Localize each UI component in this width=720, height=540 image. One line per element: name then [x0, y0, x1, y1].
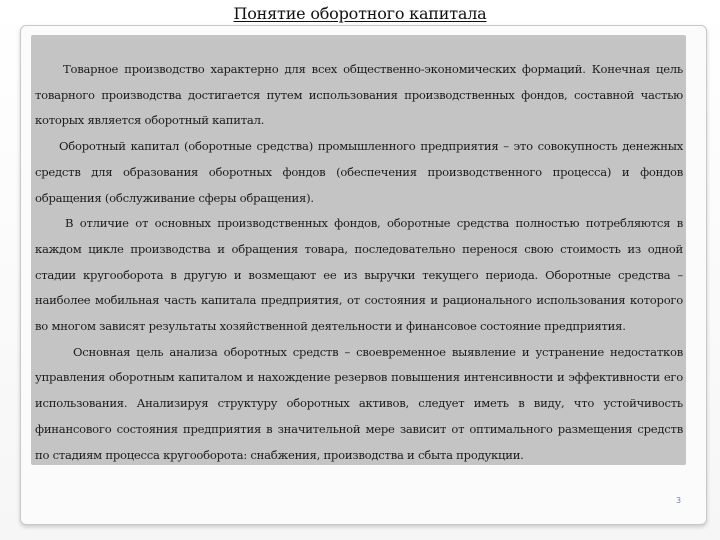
- paragraph-3: В отличие от основных производственных фондов, оборотные средства полностью потребляются в каждом цикле производства и обращения товара, последовательно перенося свою стоимость из одной стадии кругооборота в другую и возмещают ее из выручки текущего периода. Оборотные средства – наиболее мобильная часть капитала предприятия, от состояния и рационального использования которого во многом зависят результаты хозяйственной деятельности и финансовое состояние предприятия.: [35, 216, 683, 334]
- page-number: 3: [676, 496, 682, 505]
- paragraph-4: Основная цель анализа оборотных средств – своевременное выявление и устранение недостатков управления оборотным капиталом и нахождение резервов повышения интенсивности и эффективности его использования. Анализируя структуру оборотных активов, следует иметь в виду, что устойчивость финансового состояния предприятия в значительной мере зависит от оптимального размещения средств по стадиям процесса кругооборота: снабжения, производства и сбыта продукции.: [35, 344, 683, 462]
- paragraph-1: Товарное производство характерно для всех общественно-экономических формаций. Конечная цель товарного производства достигается путем использования производственных фондов, составной частью которых является оборотный капитал.: [35, 62, 683, 128]
- slide-title: [0, 4, 720, 23]
- paragraph-2: Оборотный капитал (оборотные средства) промышленного предприятия – это совокупность денежных средств для образования оборотных фондов (обеспечения производственного процесса) и фондов обращения (обслуживание сферы обращения).: [35, 139, 683, 205]
- slide-title-text: Понятие оборотного капитала: [233, 4, 487, 23]
- text-body: [35, 57, 683, 468]
